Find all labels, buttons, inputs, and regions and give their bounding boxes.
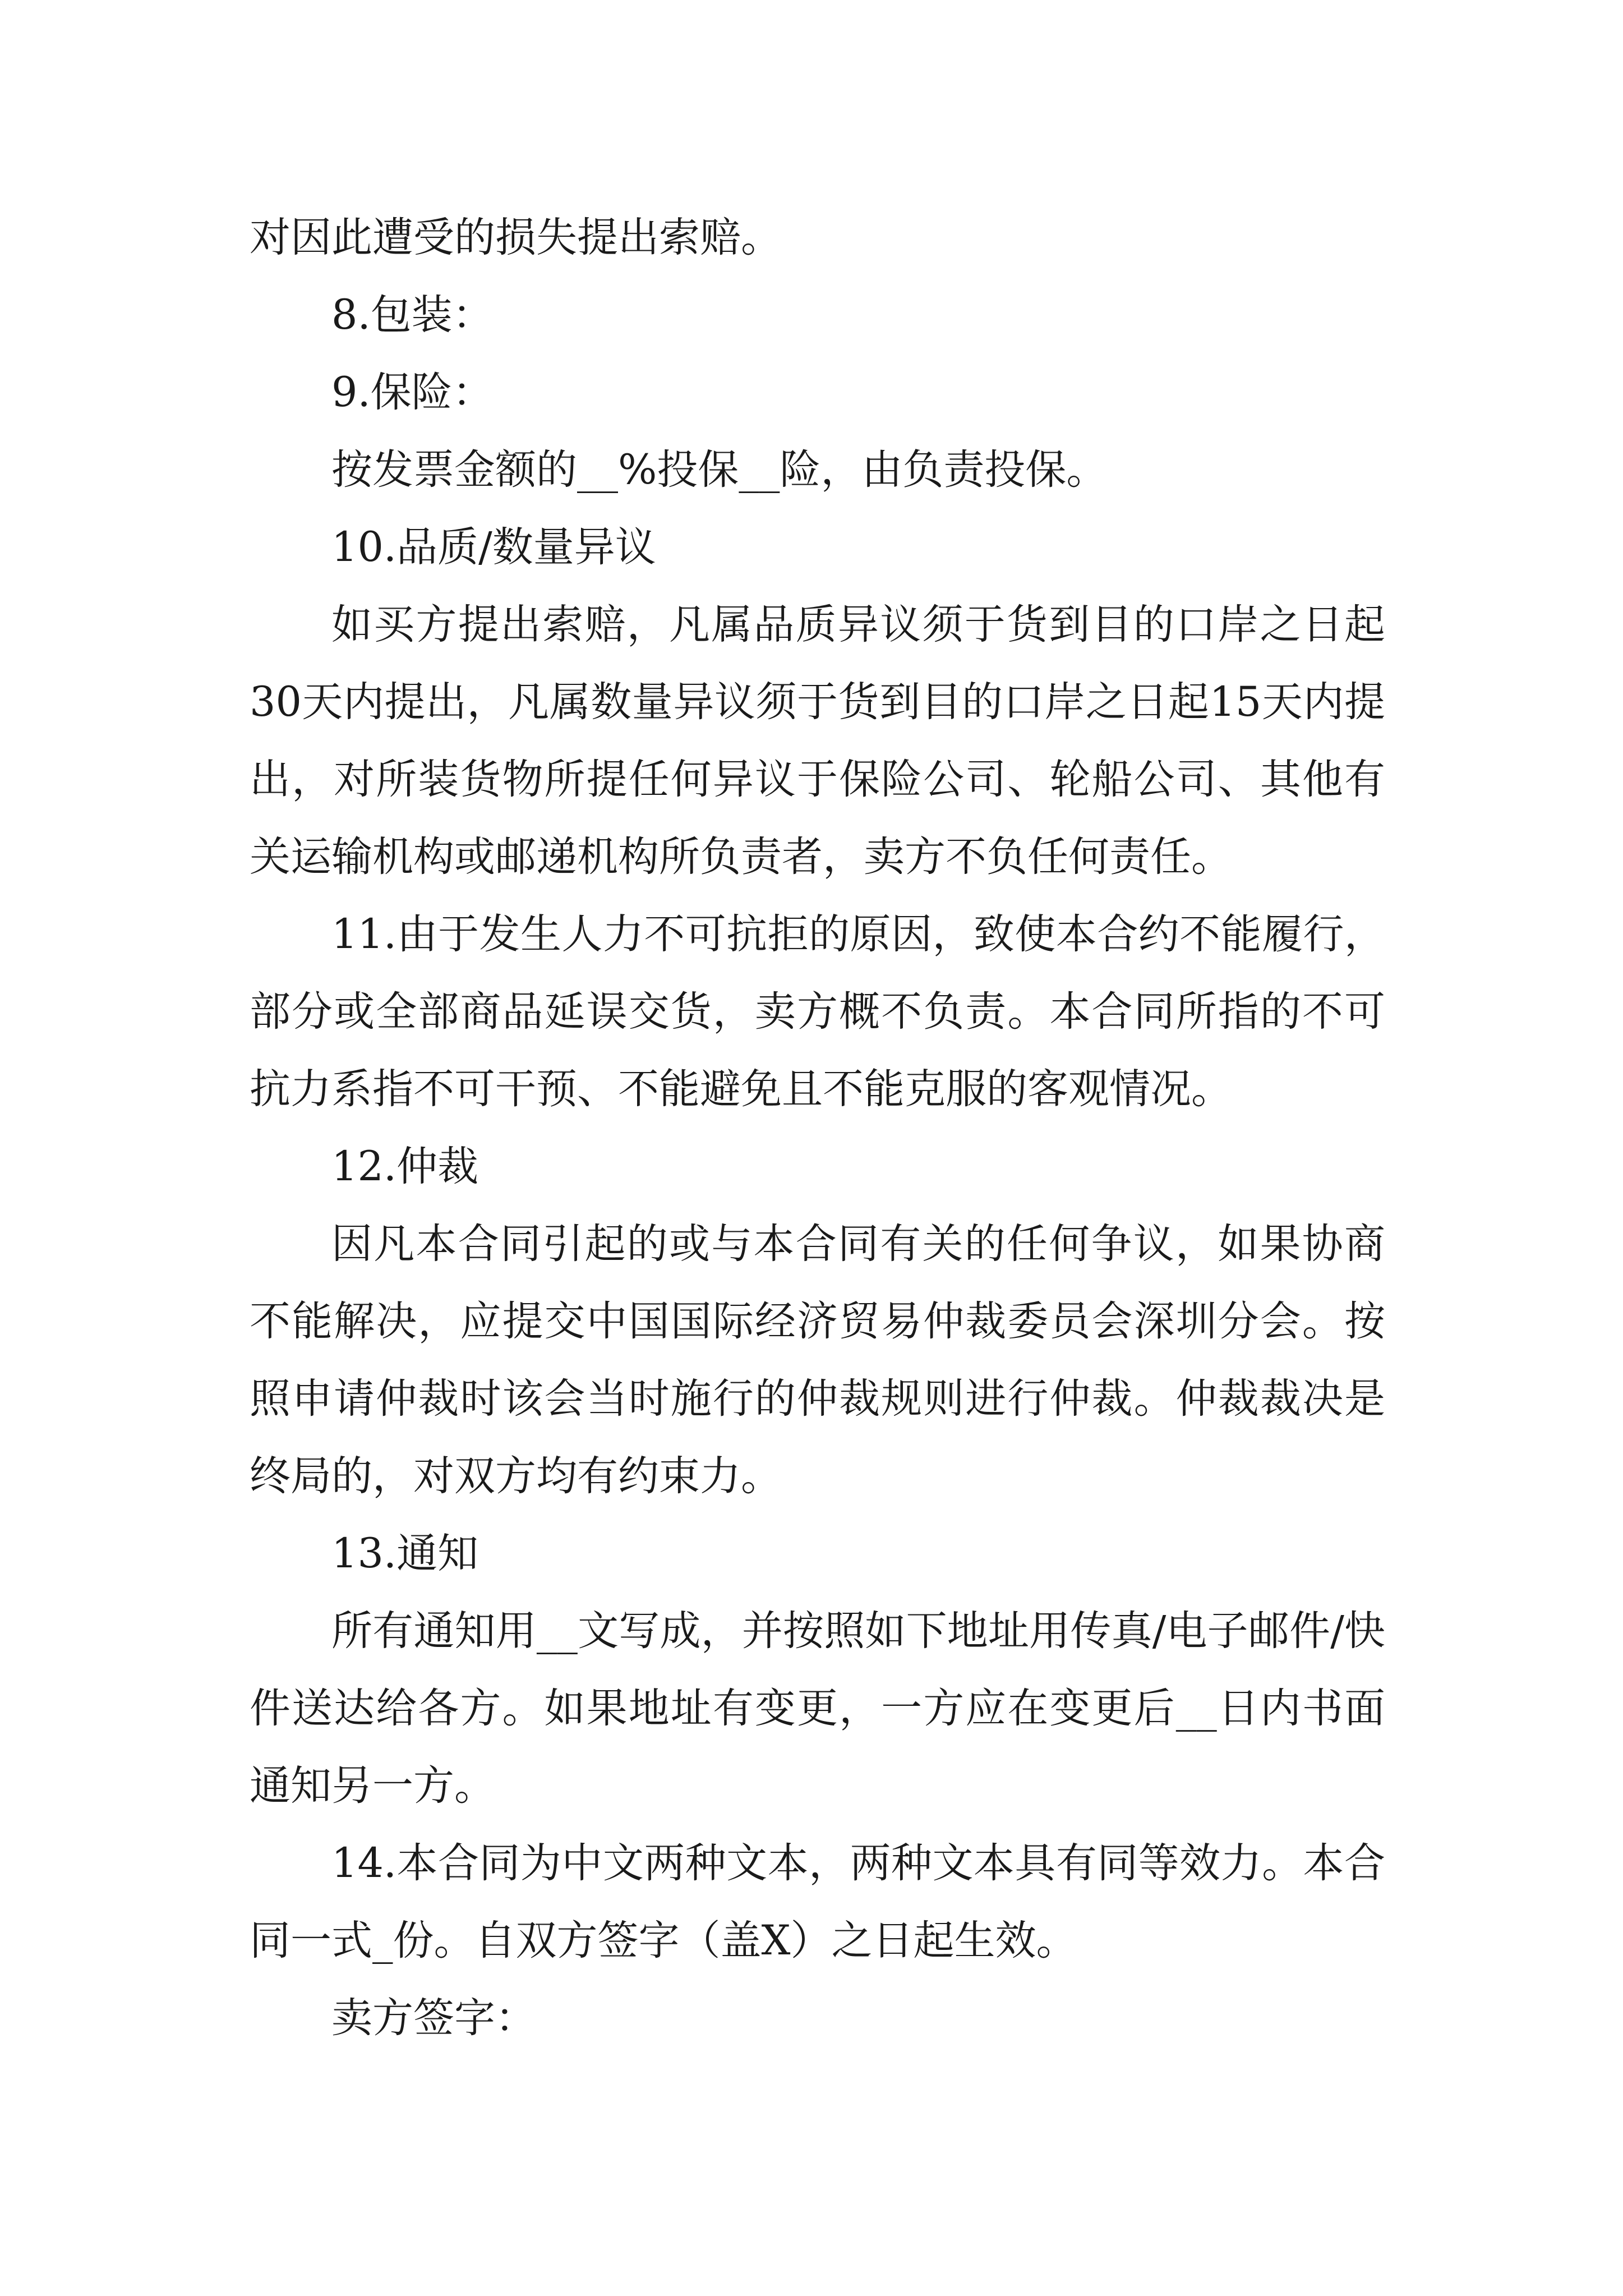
paragraph-notice: 所有通知用__文写成，并按照如下地址用传真/电子邮件/快件送达给各方。如果地址有变更，一方应在变更后__日内书面通知另一方。 [250,1607,1385,1810]
paragraph-arbitration: 因凡本合同引起的或与本合同有关的任何争议，如果协商不能解决，应提交中国国际经济贸易仲裁委员会深圳分会。按照申请仲裁时该会当时施行的仲裁规则进行仲裁。仲裁裁决是终局的，对双方均有约束力。 [250,1220,1385,1500]
paragraph-contract-versions: 14.本合同为中文两种文本，两种文本具有同等效力。本合同一式_份。自双方签字（盖X）之日起生效。 [250,1839,1385,1964]
paragraph-insurance: 按发票金额的__%投保__险，由负责投保。 [331,446,1108,494]
heading-quality-quantity-dispute: 10.品质/数量异议 [331,523,656,571]
paragraph-quality-quantity-dispute: 如买方提出索赔，凡属品质异议须于货到目的口岸之日起30天内提出，凡属数量异议须于货到目的口岸之日起15天内提出，对所装货物所提任何异议于保险公司、轮船公司、其他有关运输机构或邮递机构所负责者，卖方不负任何责任。 [250,601,1385,881]
heading-packaging: 8.包装： [331,291,494,339]
document-page [250,199,1385,2057]
paragraph-claims-end: 对因此遭受的损失提出索赔。 [250,214,782,261]
heading-insurance: 9.保险： [331,369,494,416]
seller-signature-label: 卖方签字： [331,1994,536,2042]
paragraph-force-majeure: 11.由于发生人力不可抗拒的原因，致使本合约不能履行，部分或全部商品延误交货，卖方概不负责。本合同所指的不可抗力系指不可干预、不能避免且不能克服的客观情况。 [250,910,1385,1113]
heading-notice: 13.通知 [331,1530,479,1577]
heading-arbitration: 12.仲裁 [331,1143,479,1190]
